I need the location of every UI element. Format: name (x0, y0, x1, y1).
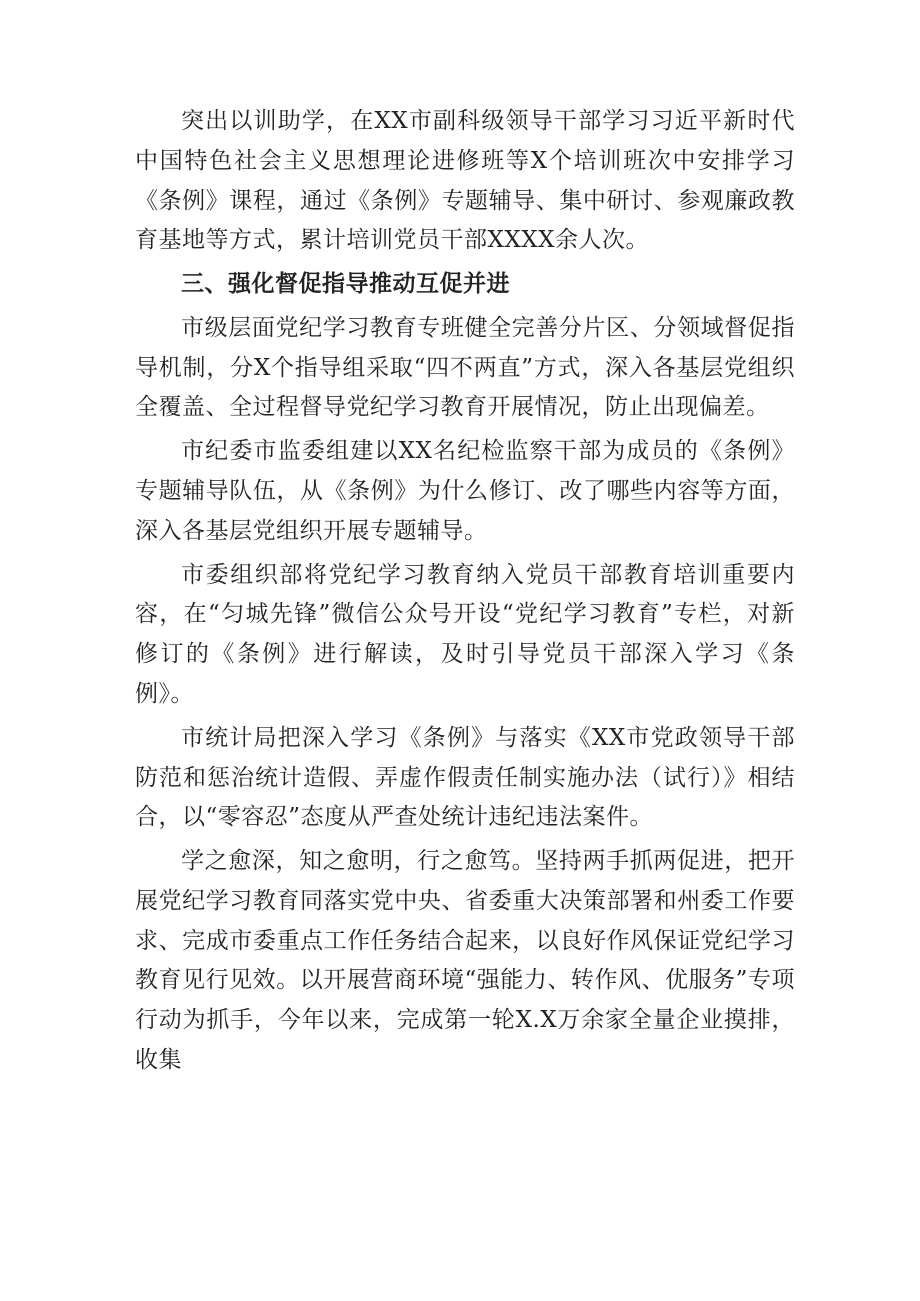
paragraph-training: 突出以训助学，在XX市副科级领导干部学习习近平新时代中国特色社会主义思想理论进修班等X个培训班次中安排学习《条例》课程，通过《条例》专题辅导、集中研讨、参观廉政教育基地等方式，累计培训党员干部XXXX余人次。 (135, 108, 795, 254)
paragraph-supervision: 市级层面党纪学习教育专班健全完善分片区、分领域督促指导机制，分X个指导组采取“四不两直”方式，深入各基层党组织全覆盖、全过程督导党纪学习教育开展情况，防止出现偏差。 (135, 314, 795, 421)
document-body (135, 102, 795, 1085)
paragraph-conclusion: 学之愈深，知之愈明，行之愈笃。坚持两手抓两促进，把开展党纪学习教育同落实党中央、省委重大决策部署和州委工作要求、完成市委重点工作任务结合起来，以良好作风保证党纪学习教育见行见效。以开展营商环境“强能力、转作风、优服务”专项行动为抓手，今年以来，完成第一轮X.X万余家全量企业摸排，收集 (135, 848, 795, 1073)
section-heading: 三、强化督促指导推动互促并进 (181, 271, 510, 298)
paragraph-organization-department: 市委组织部将党纪学习教育纳入党员干部教育培训重要内容，在“匀城先锋”微信公众号开设“党纪学习教育”专栏，对新修订的《条例》进行解读，及时引导党员干部深入学习《条例》。 (135, 561, 795, 707)
paragraph-statistics-bureau: 市统计局把深入学习《条例》与落实《XX市党政领导干部防范和惩治统计造假、弄虚作假责任制实施办法（试行）》相结合，以“零容忍”态度从严查处统计违纪违法案件。 (135, 724, 795, 831)
paragraph-discipline-commission: 市纪委市监委组建以XX名纪检监察干部为成员的《条例》专题辅导队伍，从《条例》为什么修订、改了哪些内容等方面，深入各基层党组织开展专题辅导。 (135, 438, 795, 544)
